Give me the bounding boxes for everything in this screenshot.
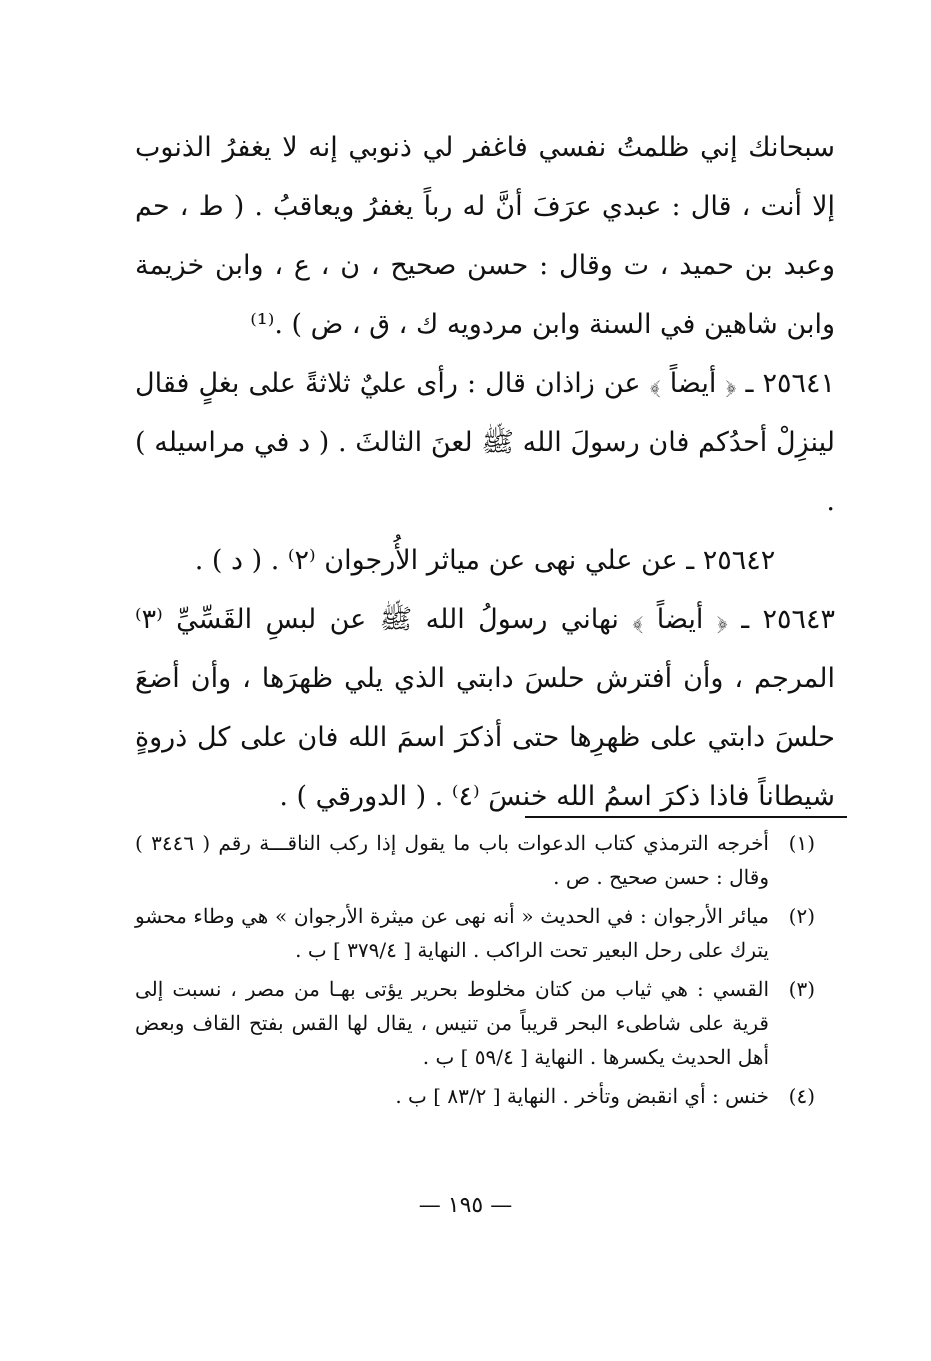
page-number: — ١٩٥ —	[418, 1193, 513, 1218]
hadith-25641: ٢٥٦٤١ ـ ﴿ أيضاً ﴾ عن زاذان قال : رأى عليٌ ثلاثةً على بغلٍ فقال لينزِلْ أحدُكم فان رسولَ الله ﷺ لعنَ الثالثَ . ( د في مراسيله ) .	[135, 368, 835, 517]
footnote-3	[135, 972, 815, 1074]
footnote-number: (٢)	[788, 904, 815, 928]
footnote-2	[135, 899, 815, 967]
footnote-text: أخرجه الترمذي كتاب الدعوات باب ما يقول إذا ركب الناقـــة رقم ( ٣٤٤٦ ) وقال : حسن صحيح . ص .	[135, 831, 769, 889]
footnotes	[135, 826, 815, 1118]
footnote-number: (١)	[788, 831, 815, 855]
footnote-1	[135, 826, 815, 894]
footnote-number: (٣)	[788, 977, 815, 1001]
footnote-4	[135, 1079, 815, 1113]
footnote-text: خنس : أي انقبض وتأخر . النهاية [ ٨٣/٢ ] ب .	[395, 1084, 769, 1108]
main-text	[135, 118, 835, 826]
footnote-number: (٤)	[788, 1084, 815, 1108]
hadith-25643: ٢٥٦٤٣ ـ ﴿ أيضاً ﴾ نهاني رسولُ الله ﷺ عن لبسِ القَسِّيِّ ⁽٣⁾ المرجم ، وأن أفترش حلسَ دابتي الذي يلي ظهرَها ، وأن أضعَ حلسَ دابتي على ظهرِها حتى أذكرَ اسمَ الله فان على كل ذروةٍ شيطاناً فاذا ذكرَ اسمُ الله خنسَ ⁽٤⁾ . ( الدورقي ) .	[135, 604, 835, 812]
hadith-25642: ٢٥٦٤٢ ـ عن علي نهى عن مياثر الأُرجوان ⁽٢⁾ . ( د ) .	[194, 545, 776, 576]
footnote-text: القسي : هي ثياب من كتان مخلوط بحرير يؤتى بهـا من مصر ، نسبت إلى قرية على شاطىء البحر قريباً من تنيس ، يقال لها القس بفتح القاف وبعض أهل الحديث يكسرها . النهاية [ ٥٩/٤ ] ب .	[135, 977, 769, 1069]
hadith-continuation: سبحانك إني ظلمتُ نفسي فاغفر لي ذنوبي إنه لا يغفرُ الذنوب إلا أنت ، قال : عبدي عرَفَ أنَّ له رباً يغفرُ ويعاقبُ . ( ط ، حم وعبد بن حميد ، ت وقال : حسن صحيح ، ن ، ع ، وابن خزيمة وابن شاهين في السنة وابن مردويه ك ، ق ، ض ) .⁽¹⁾	[135, 132, 835, 340]
footnote-text: ميائر الأرجوان : في الحديث « أنه نهى عن ميثرة الأرجوان » هي وطاء محشو يترك على رحل البعير تحت الراكب . النهاية [ ٣٧٩/٤ ] ب .	[135, 904, 769, 962]
footnote-separator	[525, 816, 847, 818]
